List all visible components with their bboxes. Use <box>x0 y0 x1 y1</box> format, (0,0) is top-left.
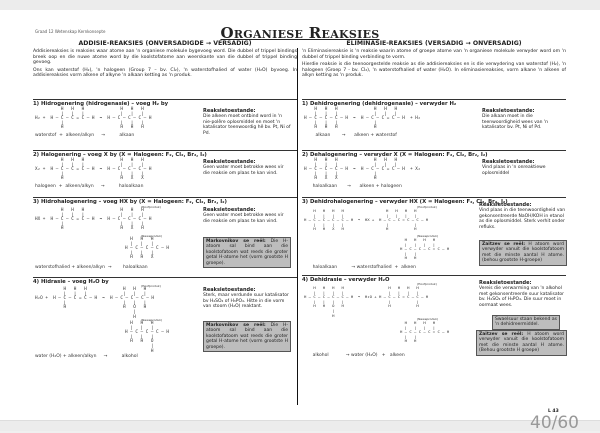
conditions-text: Geen water moet betrokke wees vir die reaksie om plaas te kan vind. <box>203 213 284 224</box>
structural-formula: H H H H H H H H | | | | | | | | H – C – C – C – C – H ➡ H₂O + H – C – C = C – C – H | | | | | | H H O H H H | H <box>304 285 429 318</box>
addition-intro-2: Ons kan waterstof (H₂), 'n halogeen (Group 7 – bv. Cl₂), 'n waterstofhalied of water (H₂O) byvoeg. In addisiereaksies vorm alkene of alkyne 'n alkaan ketting as 'n produk. <box>33 67 297 79</box>
major-product-label: (Hoofproduk) <box>141 205 161 209</box>
section-title: 2) Dehalogenering – verwyder X (X = Halogeen: F₂, Cl₂, Br₂, I₂) <box>302 152 488 158</box>
page-counter: 40/60 <box>530 413 579 433</box>
structural-formula: H H H H H H | | | | | | H – C – C – C – H ➡ H – C – C = C – H + X₂ | | | | H X X H <box>304 158 421 182</box>
word-equation: alkohol → water (H₂O) + alkeen <box>304 353 405 358</box>
viewer-top-bar <box>0 0 600 10</box>
section-title: 4) Hidrasie – voeg H₂O by <box>33 279 109 285</box>
document-page <box>0 10 600 433</box>
section-title: 3) Dehidrohalogenering – verwyder HX (X = Halogeen: F₂, Cl₂, Br₂, I₂) <box>302 199 508 205</box>
minor-product-formula: H H H | | | H – C – C – C – H | | | H H X <box>125 237 169 261</box>
conditions-title: Reaksietoestande: <box>203 108 256 114</box>
grade-label: Graad 12 Wetenskap Kernkonsepte <box>35 29 106 34</box>
minor-product-formula: H H H H | | | | H – C – C – C = C – H | | H H <box>400 237 450 261</box>
sulfuric-acid-note: Swaelsuur staan bekend as 'n dehidreermiddel. <box>492 315 560 330</box>
minor-product-label: (Neweproduk) <box>417 317 439 321</box>
conditions-title: Reaksietoestande: <box>482 108 535 114</box>
section-dehydrohalogenation <box>302 197 566 275</box>
section-halogenation <box>33 150 297 196</box>
addition-column <box>33 40 297 359</box>
conditions-title: Reaksietoestande: <box>482 159 535 165</box>
conditions-title: Reaksietoestande: <box>479 280 532 286</box>
zaitsev-title: Zaitzev se reël: <box>482 242 526 247</box>
elimination-intro-1: 'n Eliminasiereaksie is 'n reaksie waarin atome of groepe atome van 'n organiese molekule verwyder word om 'n dubbel of trippel binding verbinding te vorm. <box>302 49 566 60</box>
section-title: 1) Hidrogenering (hidrogenasie) – voeg H₂ by <box>33 101 169 107</box>
structural-formula: H H H H H H | | | | | | H – C – C – C – H ➡ H – C – C = C – H + H₂ | | | | H H H H <box>304 107 421 131</box>
elimination-column <box>302 40 566 358</box>
section-dehydration <box>302 275 566 360</box>
page-code: L 43 <box>548 409 559 414</box>
conditions-text: Geen water moet betrokke wees vir die reaksie om plaas te kan vind. <box>203 165 284 176</box>
conditions-title: Reaksietoestande: <box>203 207 256 213</box>
markovnikov-title: Markovnikov se reël: <box>206 323 266 328</box>
addition-intro-1: Addisiereaksies is reaksies waar atome aan 'n organiese molekule bygevoeg word. Die dubbel of trippel bindings breek oop en die nuwe atome word by die koolstofatome aan weerskante van die dubbel of trippel binding gevoeg. <box>33 49 297 66</box>
structural-formula: H H H H H H | | | | | | H₂O + H – C – C = C – H ➡ H – C – C – C – H | | | | H H O H | H <box>35 287 154 320</box>
page-title: Organiese Reaksies <box>220 24 380 42</box>
word-equation: waterstofhalied + alkeen/alkyn → haloalkaan <box>35 265 148 270</box>
section-title: 2) Halogenering – voeg X by (X = Halogeen: F₂, Cl₂, Br₂, I₂) <box>33 152 207 158</box>
conditions-title: Reaksietoestande: <box>203 159 256 165</box>
major-product-label: (Hoofproduk) <box>417 205 437 209</box>
conditions-text: Sterk, maar verdunde suur katalisator bv H₂SO₄ of H₃PO₄. Hitte in die vorm van stoom (H₂O) reaktant. <box>203 293 289 310</box>
structural-formula: H H H H H H | | | | | | HX + H – C – C = C – H ➡ H – C – C – C – H | | | | H H X H <box>35 208 152 232</box>
minor-product-label: (Neweproduk) <box>417 234 439 238</box>
word-equation: haloalkaan → waterstofhalied + alkeen <box>304 265 416 270</box>
conditions-text: Die alkaan moet in die teenwoordigheid wees van 'n katalisator bv. Pt, Ni of Pd. <box>482 114 549 131</box>
section-dehydrogenation <box>302 99 566 150</box>
minor-product-label: (Neweproduk) <box>141 234 163 238</box>
addition-heading: ADDISIE-REAKSIES (ONVERSADIGDE → VERSADIG) <box>78 40 252 47</box>
column-divider <box>297 48 298 405</box>
viewer-bottom-bar <box>0 420 600 431</box>
structural-formula: H H H H H H | | | | | | H₂ + H – C – C = C – H ➡ H – C – C – C – H | | | | H H H H <box>35 107 152 131</box>
zaitsev-text: H atoom word verwyder vanuit die koolstofatoom met die minste aantal H atome. (Behou grootste H groepe) <box>479 332 565 354</box>
major-product-label: (Hoofproduk) <box>417 282 437 286</box>
conditions-title: Reaksietoestande: <box>479 202 532 208</box>
conditions-text: Vind plaas in 'n onreaktiewe oplosmiddel <box>482 165 546 176</box>
section-hydrohalogenation <box>33 197 297 275</box>
minor-product-formula: H H H H | | | | H – C – C – C = C – H | | H H <box>400 320 450 344</box>
markovnikov-text: Die H-atoom sal bind aan die koolstofatoom wat reeds die groter getal H-atome het (vorm grootste H groepe). <box>206 239 288 266</box>
word-equation: halogeen + alkeen/alkyn → haloalkaan <box>35 184 144 189</box>
major-product-label: (Hoofproduk) <box>141 284 161 288</box>
conditions-text: Vereis die verwarming van 'n alkohol met gekonsentreerde suur katalisator bv. H₂SO₄ of H₃PO₄. Die suur moet in oormaat wees. <box>479 286 564 308</box>
section-title: 3) Hidrohalogenering – voeg HX by (X = Halogeen: F₂, Cl₂, Br₂, I₂) <box>33 199 227 205</box>
section-title: 4) Dehidrasie – verwyder H₂O <box>302 277 390 283</box>
zaitsev-text: H atoom word verwyder vanuit die koolstofatoom met die minste aantal H atome. (behou grootste H-groepe) <box>482 242 564 264</box>
markovnikov-text: Die H-atoom sal bind aan die koolstofatoom wat reeds die groter getal H-atome het (vorm grootste H groepe). <box>206 323 288 350</box>
section-title: 1) Dehidrogenering (dehidrogenasie) – verwyder H₂ <box>302 101 457 107</box>
structural-formula: H H H H H H H H | | | | | | | | H – C – C – C – C – H ➡ HX + H – C – C = C – C – H | | | | | | H H X H H H <box>304 208 429 232</box>
elimination-intro-2: Hierdie reaksie is die teenoorgestelde reaksie as die addisiereaksies en is die verwydering van waterstof (H₂), 'n halogeen (Groep 7 - bv. Cl₂), 'n waterstofhalied of water (H₂O). In eliminasiereaksies, vorm alkane 'n alkeen of alkyn ketting as 'n produk. <box>302 62 566 79</box>
word-equation: haloalkaan → alkeen + halogeen <box>304 184 402 189</box>
word-equation: alkaan → alkeen + waterstof <box>304 133 397 138</box>
word-equation: water (H₂O) + alkeen/alkyn → alkohol <box>35 354 138 359</box>
structural-formula: H H H H H H | | | | | | X₂ + H – C – C = C – H ➡ H – C – C – C – H | | | | H H X X <box>35 158 152 182</box>
elimination-heading: ELIMINASIE-REAKSIES (VERSADIG → ONVERSADIG) <box>346 40 522 47</box>
conditions-text: Die alkeen moet ontbind word in 'n nie-polêre oplosmiddel en moet 'n katalisator teenwoordig hê bv. Pt, Ni of Pd. <box>203 114 291 136</box>
section-dehalogenation <box>302 150 566 196</box>
minor-product-formula: H H H | | | H – C – C – C – H | | | H H O | H <box>125 321 169 354</box>
conditions-text: Vind plaas in die teenwoordigheid van gekonsentreerde NaOH/KOH in etanol as die oplosmiddel. Sterk verhit onder refluks. <box>479 208 566 230</box>
markovnikov-title: Markovnikov se reël: <box>206 239 266 244</box>
minor-product-label: (Newеproduk) <box>141 318 163 322</box>
word-equation: waterstof + alkeen/alkyn → alkaan <box>35 133 135 138</box>
section-hydration <box>33 277 297 357</box>
conditions-title: Reaksietoestande: <box>203 287 256 293</box>
zaitsev-title: Zaitzev se reël: <box>479 332 524 337</box>
section-hydrogenation <box>33 99 297 150</box>
